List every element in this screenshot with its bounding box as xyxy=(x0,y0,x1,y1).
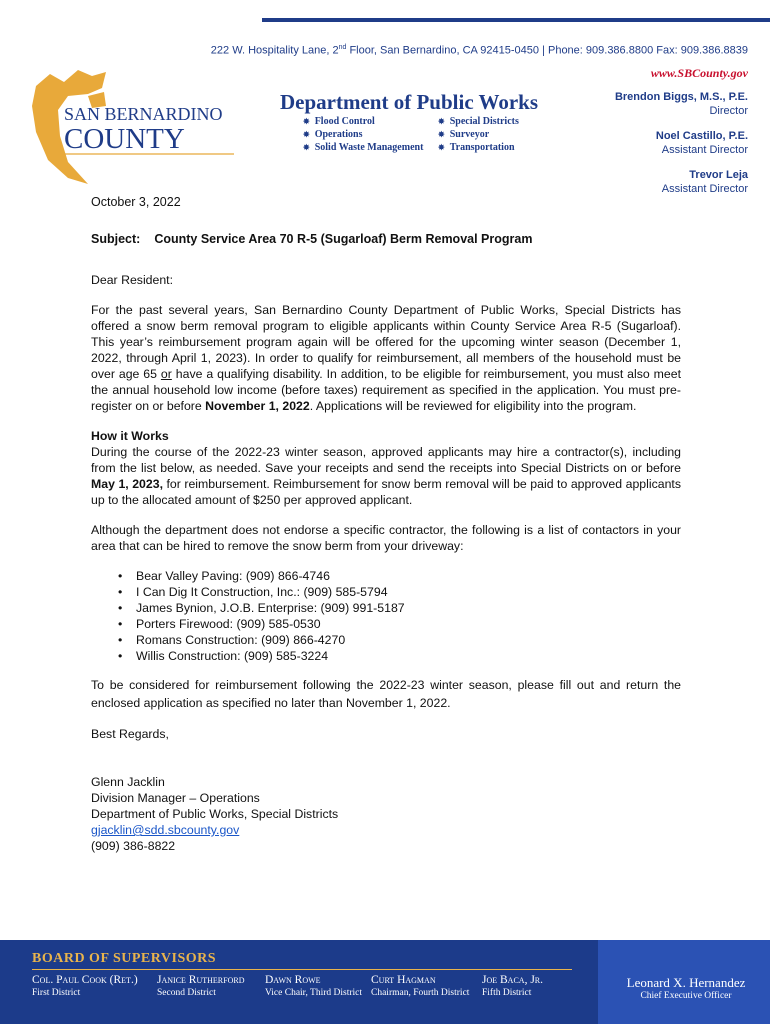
footer-board-of-supervisors xyxy=(0,940,770,1024)
official-title: Director xyxy=(709,105,748,117)
supervisor-district: Fifth District xyxy=(482,988,532,998)
officials-list xyxy=(615,90,748,207)
list-item: • Romans Construction: (909) 866-4270 xyxy=(136,632,681,648)
divisions-left xyxy=(303,115,423,154)
section-heading-how-it-works: How it Works xyxy=(91,429,169,443)
list-item: • James Bynion, J.O.B. Enterprise: (909) 991-5187 xyxy=(136,600,681,616)
supervisor xyxy=(371,974,469,998)
signer-name: Glenn Jacklin xyxy=(91,775,165,789)
list-item: • Willis Construction: (909) 585-3224 xyxy=(136,648,681,664)
footer-heading: BOARD OF SUPERVISORS xyxy=(32,951,217,966)
division-item: ✸ Operations xyxy=(303,128,423,141)
signer-title: Division Manager – Operations xyxy=(91,791,260,805)
ceo-block xyxy=(618,975,754,1001)
supervisor-district: Vice Chair, Third District xyxy=(265,988,363,998)
supervisor xyxy=(157,974,244,998)
letter-body xyxy=(91,194,681,854)
signer-email-link[interactable]: gjacklin@sdd.sbcounty.gov xyxy=(91,823,240,837)
supervisor-district: Chairman, Fourth District xyxy=(371,988,470,998)
division-item: ✸ Solid Waste Management xyxy=(303,141,423,154)
website-link[interactable]: www.SBCounty.gov xyxy=(650,66,748,80)
letter-date: October 3, 2022 xyxy=(91,195,181,209)
footer-rule xyxy=(32,969,572,970)
supervisor xyxy=(32,974,138,998)
supervisor-name: Dawn Rowe xyxy=(265,974,321,986)
supervisor-name: Curt Hagman xyxy=(371,974,436,986)
ceo-name: Leonard X. Hernandez xyxy=(626,975,746,990)
letter-subject xyxy=(91,231,681,247)
signer-department: Department of Public Works, Special Districts xyxy=(91,807,339,821)
header-address: 222 W. Hospitality Lane, 2nd Floor, San Bernardino, CA 92415-0450 | Phone: 909.386.8800 Fax: 909.386.8839 xyxy=(210,44,748,57)
header-rule xyxy=(262,18,770,22)
closing: Best Regards, xyxy=(91,727,169,741)
division-item: ✸ Flood Control xyxy=(303,115,423,128)
division-item: ✸ Surveyor xyxy=(438,128,519,141)
division-item: ✸ Special Districts xyxy=(438,115,519,128)
supervisor xyxy=(265,974,362,998)
ceo-title: Chief Executive Officer xyxy=(640,991,732,1001)
department-title: Department of Public Works xyxy=(280,90,539,114)
paragraph-contractors-intro: Although the department does not endorse a specific contractor, the following is a list of contactors in your area that can be hired to remove the snow berm from your driveway: xyxy=(91,523,681,553)
supervisor-name: Joe Baca, Jr. xyxy=(482,974,544,986)
division-item: ✸ Transportation xyxy=(438,141,519,154)
official-title: Assistant Director xyxy=(661,144,748,156)
supervisor-name: Janice Rutherford xyxy=(157,974,245,986)
subject-text: County Service Area 70 R-5 (Sugarloaf) Berm Removal Program xyxy=(154,232,533,246)
official-name: Trevor Leja xyxy=(689,169,748,181)
paragraph-how-it-works: During the course of the 2022-23 winter season, approved applicants may hire a contractor(s), including from the list below, as needed. Save your receipts and send the receipts into Special Districts on or before May 1, 2023, for reimbursement. Reimbursement for snow berm removal will be paid to approved applicants up to the allocated amount of $250 per approved applicant. xyxy=(91,445,681,507)
list-item: • Porters Firewood: (909) 585-0530 xyxy=(136,616,681,632)
county-logo xyxy=(28,66,238,198)
official-title: Assistant Director xyxy=(661,183,748,195)
supervisor-district: Second District xyxy=(157,988,216,998)
list-item: • I Can Dig It Construction, Inc.: (909) 585-5794 xyxy=(136,584,681,600)
subject-label: Subject: xyxy=(91,232,141,246)
paragraph-deadline: To be considered for reimbursement following the 2022-23 winter season, please fill out and return the enclosed application as specified no later than November 1, 2022. xyxy=(91,678,681,710)
logo-text-line2: COUNTY xyxy=(64,123,185,155)
signer-phone: (909) 386-8822 xyxy=(91,839,176,853)
logo-text-line1: SAN BERNARDINO xyxy=(64,104,223,124)
supervisor xyxy=(482,974,543,998)
official-name: Noel Castillo, P.E. xyxy=(655,130,748,142)
divisions-right xyxy=(438,115,519,154)
footer-ceo-panel xyxy=(598,940,770,1024)
supervisor-name: Col. Paul Cook (Ret.) xyxy=(32,974,138,986)
salutation: Dear Resident: xyxy=(91,273,174,287)
paragraph-eligibility: For the past several years, San Bernardino County Department of Public Works, Special Districts has offered a snow berm removal program to eligible applicants within County Service Area R-5 (Sugarloaf). This year’s reimbursement program again will be offered for the upcoming winter season (December 1, 2022, through April 1, 2023). In order to qualify for reimbursement, all members of the household must be over age 65 or have a qualifying disability. In addition, to be eligible for reimbursement, you must also meet the annual household low income (before taxes) requirement as specified in the application. You must pre-register on or before November 1, 2022. Applications will be reviewed for eligibility into the program. xyxy=(91,303,681,413)
official-name: Brendon Biggs, M.S., P.E. xyxy=(614,91,748,103)
list-item: • Bear Valley Paving: (909) 866-4746 xyxy=(136,568,681,584)
contractor-list xyxy=(91,568,681,664)
supervisor-district: First District xyxy=(32,988,81,998)
